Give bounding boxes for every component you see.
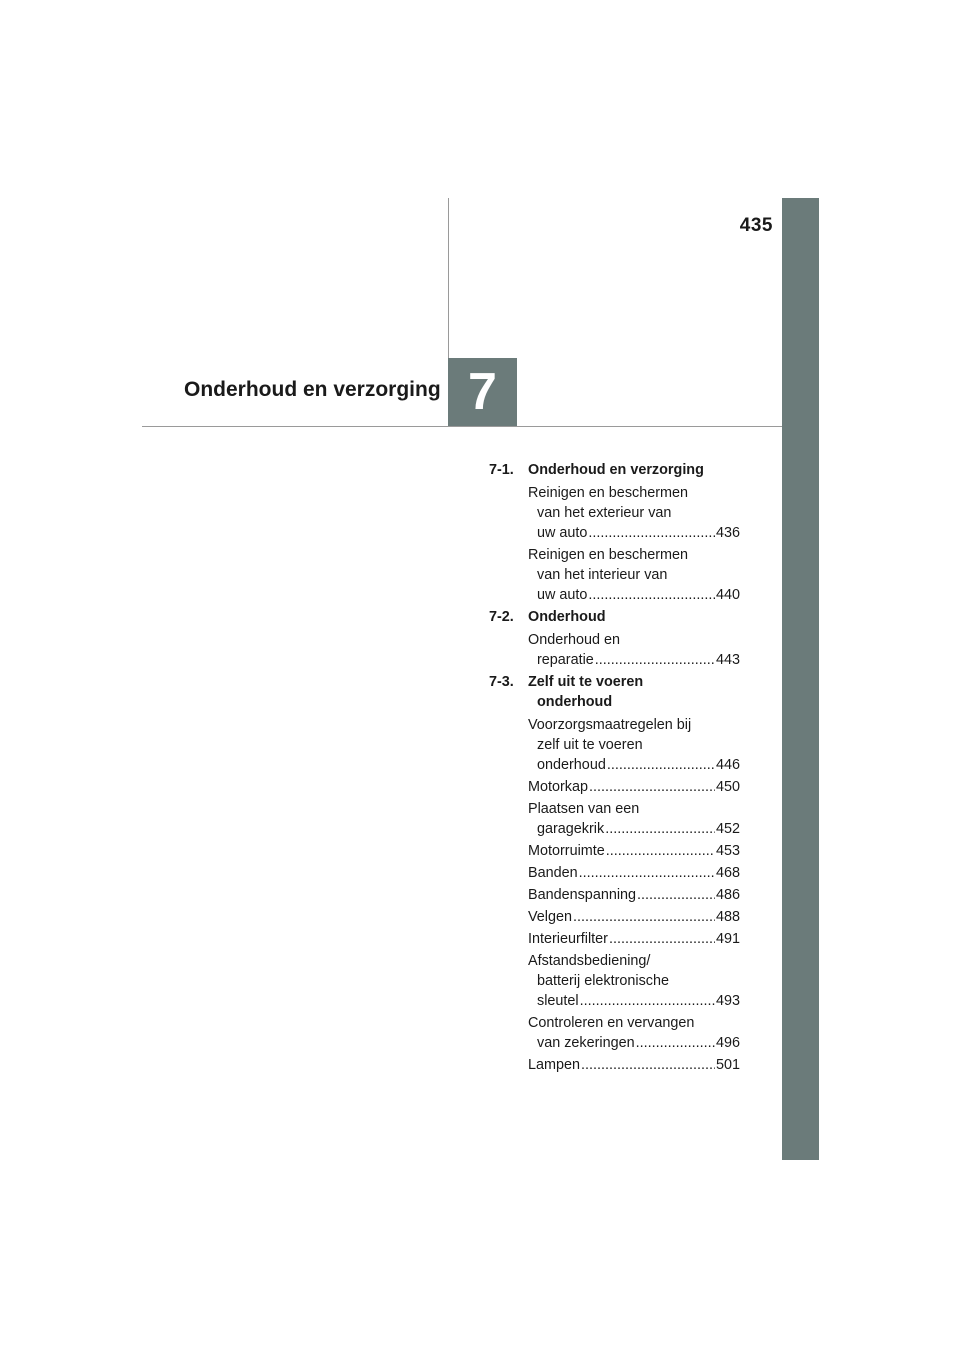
section-title	[528, 672, 740, 712]
toc-entry-text: Banden	[528, 865, 578, 881]
toc-entry-last-line	[528, 863, 740, 883]
toc-page-number[interactable]: 468	[715, 865, 740, 881]
toc-section	[489, 607, 740, 670]
toc-entry-text: uw auto	[537, 587, 588, 603]
page-number: 435	[739, 215, 773, 236]
toc-entry-last-line	[528, 650, 740, 670]
section-number: 7-2.	[489, 609, 514, 625]
toc-entry[interactable]	[528, 715, 740, 775]
toc-section	[489, 672, 740, 1075]
toc-page-number[interactable]: 496	[715, 1035, 740, 1051]
toc-entry-text: Bandenspanning	[528, 887, 637, 903]
toc-page-number[interactable]: 446	[715, 757, 740, 773]
dot-leader	[606, 841, 715, 861]
toc-entry[interactable]	[528, 799, 740, 839]
section-title-line: Zelf uit te voeren	[528, 674, 644, 690]
toc-entry-last-line	[528, 585, 740, 605]
horizontal-rule	[142, 426, 782, 427]
dot-leader	[573, 907, 715, 927]
toc-page-number[interactable]: 493	[715, 993, 740, 1009]
toc-entry-line: Reinigen en beschermen	[528, 547, 688, 563]
section-heading	[489, 672, 740, 712]
toc-entry-text: Motorruimte	[528, 843, 605, 859]
toc-entry-list	[528, 630, 740, 670]
section-title	[528, 460, 740, 480]
toc-entry[interactable]	[528, 907, 740, 927]
dot-leader	[581, 1055, 715, 1075]
toc-entry-line: batterij elektronische	[537, 973, 669, 989]
toc-entry-line: Reinigen en beschermen	[528, 485, 688, 501]
toc-entry-line: Afstandsbediening/	[528, 953, 651, 969]
toc-entry-line: zelf uit te voeren	[537, 737, 643, 753]
chapter-number-box: 7	[448, 358, 517, 426]
toc-entry-line: Voorzorgsmaatregelen bij	[528, 717, 692, 733]
toc-entry-line: Controleren en vervangen	[528, 1015, 695, 1031]
toc-page-number[interactable]: 436	[715, 525, 740, 541]
section-heading	[489, 607, 740, 627]
dot-leader	[607, 755, 715, 775]
toc-page-number[interactable]: 452	[715, 821, 740, 837]
dot-leader	[588, 585, 715, 605]
toc-entry-last-line	[528, 929, 740, 949]
dot-leader	[580, 991, 715, 1011]
toc-entry-list	[528, 483, 740, 605]
toc-page-number[interactable]: 450	[715, 779, 740, 795]
vertical-rule	[448, 198, 449, 358]
toc-page-number[interactable]: 440	[715, 587, 740, 603]
toc-entry-text: Lampen	[528, 1057, 581, 1073]
toc-page-number[interactable]: 501	[715, 1057, 740, 1073]
dot-leader	[609, 929, 715, 949]
toc-entry-line: van het exterieur van	[537, 505, 672, 521]
section-title-line: Onderhoud	[528, 609, 606, 625]
toc-entry[interactable]	[528, 929, 740, 949]
toc-entry-text: Interieurfilter	[528, 931, 608, 947]
toc-page-number[interactable]: 488	[715, 909, 740, 925]
section-number: 7-1.	[489, 462, 514, 478]
dot-leader	[636, 1033, 715, 1053]
toc-entry-list	[528, 715, 740, 1075]
toc-entry[interactable]	[528, 841, 740, 861]
toc-page-number[interactable]: 443	[715, 652, 740, 668]
toc-entry-text: garagekrik	[537, 821, 605, 837]
chapter-side-tab	[782, 198, 819, 1160]
chapter-title: Onderhoud en verzorging	[184, 378, 441, 401]
toc-section	[489, 460, 740, 605]
toc-page-number[interactable]: 486	[715, 887, 740, 903]
toc-entry-line: Onderhoud en	[528, 632, 621, 648]
toc-entry[interactable]	[528, 545, 740, 605]
toc-entry[interactable]	[528, 1055, 740, 1075]
toc-entry-last-line	[528, 885, 740, 905]
toc-entry[interactable]	[528, 1013, 740, 1053]
section-title-line: Onderhoud en verzorging	[528, 462, 704, 478]
toc-entry-last-line	[528, 1033, 740, 1053]
dot-leader	[605, 819, 715, 839]
section-title	[528, 607, 740, 627]
toc-entry-line: van het interieur van	[537, 567, 668, 583]
toc-page-number[interactable]: 491	[715, 931, 740, 947]
toc-entry-text: Velgen	[528, 909, 573, 925]
toc-entry[interactable]	[528, 951, 740, 1011]
toc-entry[interactable]	[528, 483, 740, 543]
toc-entry-last-line	[528, 777, 740, 797]
toc-entry-last-line	[528, 907, 740, 927]
dot-leader	[637, 885, 715, 905]
toc-entry-last-line	[528, 523, 740, 543]
section-title-line: onderhoud	[537, 694, 613, 710]
toc-entry-text: van zekeringen	[537, 1035, 635, 1051]
toc-entry[interactable]	[528, 863, 740, 883]
toc-entry-line: Plaatsen van een	[528, 801, 640, 817]
toc-entry-text: reparatie	[537, 652, 594, 668]
toc-entry[interactable]	[528, 885, 740, 905]
toc-entry-text: uw auto	[537, 525, 588, 541]
toc-entry-text: onderhoud	[537, 757, 606, 773]
dot-leader	[595, 650, 715, 670]
toc-entry[interactable]	[528, 777, 740, 797]
dot-leader	[579, 863, 715, 883]
dot-leader	[589, 777, 715, 797]
section-number: 7-3.	[489, 674, 514, 690]
toc-page-number[interactable]: 453	[715, 843, 740, 859]
toc-entry-last-line	[528, 819, 740, 839]
table-of-contents	[489, 460, 740, 1077]
toc-entry[interactable]	[528, 630, 740, 670]
toc-entry-last-line	[528, 755, 740, 775]
section-heading	[489, 460, 740, 480]
toc-entry-last-line	[528, 1055, 740, 1075]
toc-entry-text: Motorkap	[528, 779, 588, 795]
toc-entry-text: sleutel	[537, 993, 579, 1009]
toc-entry-last-line	[528, 991, 740, 1011]
dot-leader	[588, 523, 715, 543]
toc-entry-last-line	[528, 841, 740, 861]
